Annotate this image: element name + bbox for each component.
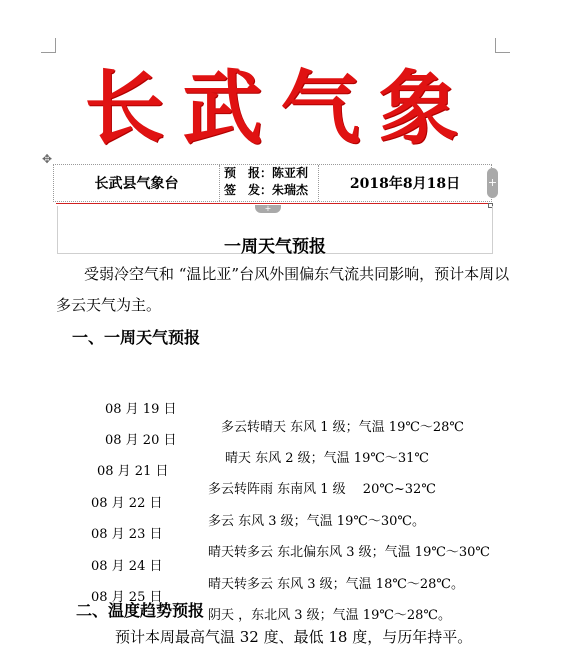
temperature-summary: 预计本周最高气温 32 度、最低 18 度，与历年持平。	[115, 628, 473, 646]
forecast-date: 08 月 24 日	[91, 559, 163, 574]
section-heading-forecast: 一、一周天气预报	[72, 328, 201, 347]
document-title: 一周天气预报	[224, 237, 326, 257]
forecast-date: 08 月 20 日	[105, 433, 177, 448]
forecast-date: 08 月 23 日	[91, 527, 163, 542]
issuer-name: 朱瑞杰	[272, 183, 309, 197]
forecaster-name: 陈亚利	[272, 166, 309, 180]
forecast-text: 多云转阵雨 东南风 1 级 20℃~32℃	[208, 482, 436, 497]
station-name: 长武县气象台	[94, 176, 179, 192]
red-rule	[56, 203, 492, 204]
forecast-date: 08 月 22 日	[91, 496, 163, 511]
issuer-line	[224, 182, 318, 199]
crop-mark-top-left	[41, 38, 56, 53]
intro-line-1: 受弱冷空气和 “温比亚”台风外围偏东气流共同影响，预计本周以	[84, 265, 510, 283]
crop-mark-top-right	[495, 38, 510, 53]
add-row-icon[interactable]: +	[255, 205, 281, 213]
forecast-text: 多云 东风 3 级；气温 19℃～30℃。	[208, 514, 425, 529]
forecast-row	[105, 383, 464, 435]
issuer-label: 签 发：	[224, 183, 273, 197]
forecast-text: 阴天 ，东北风 3 级；气温 19℃～28℃。	[208, 608, 451, 623]
forecast-date: 08 月 21 日	[97, 464, 169, 479]
forecast-text: 晴天转多云 东风 3 级；气温 18℃～28℃。	[208, 577, 464, 592]
forecaster-line	[224, 165, 318, 182]
forecast-text: 晴天转多云 东北偏东风 3 级；气温 19℃～30℃	[208, 545, 490, 560]
signature-block	[219, 165, 319, 201]
masthead-title: 长武气象	[84, 61, 477, 155]
table-move-handle-icon[interactable]: ✥	[41, 152, 53, 166]
forecast-text: 多云转晴天 东风 1 级；气温 19℃～28℃	[221, 420, 464, 435]
forecast-date: 08 月 19 日	[105, 402, 177, 417]
forecaster-label: 预 报：	[224, 166, 273, 180]
header-table	[53, 164, 492, 202]
forecast-date: 08 月 25 日	[91, 590, 163, 605]
issue-date: 2018年8月18日	[349, 176, 461, 192]
forecast-text: 晴天 东风 2 级；气温 19℃～31℃	[225, 451, 429, 466]
intro-line-2: 多云天气为主。	[56, 296, 162, 314]
section-heading-temperature: 二、温度趋势预报	[76, 601, 205, 620]
add-column-icon[interactable]: +	[487, 168, 498, 198]
